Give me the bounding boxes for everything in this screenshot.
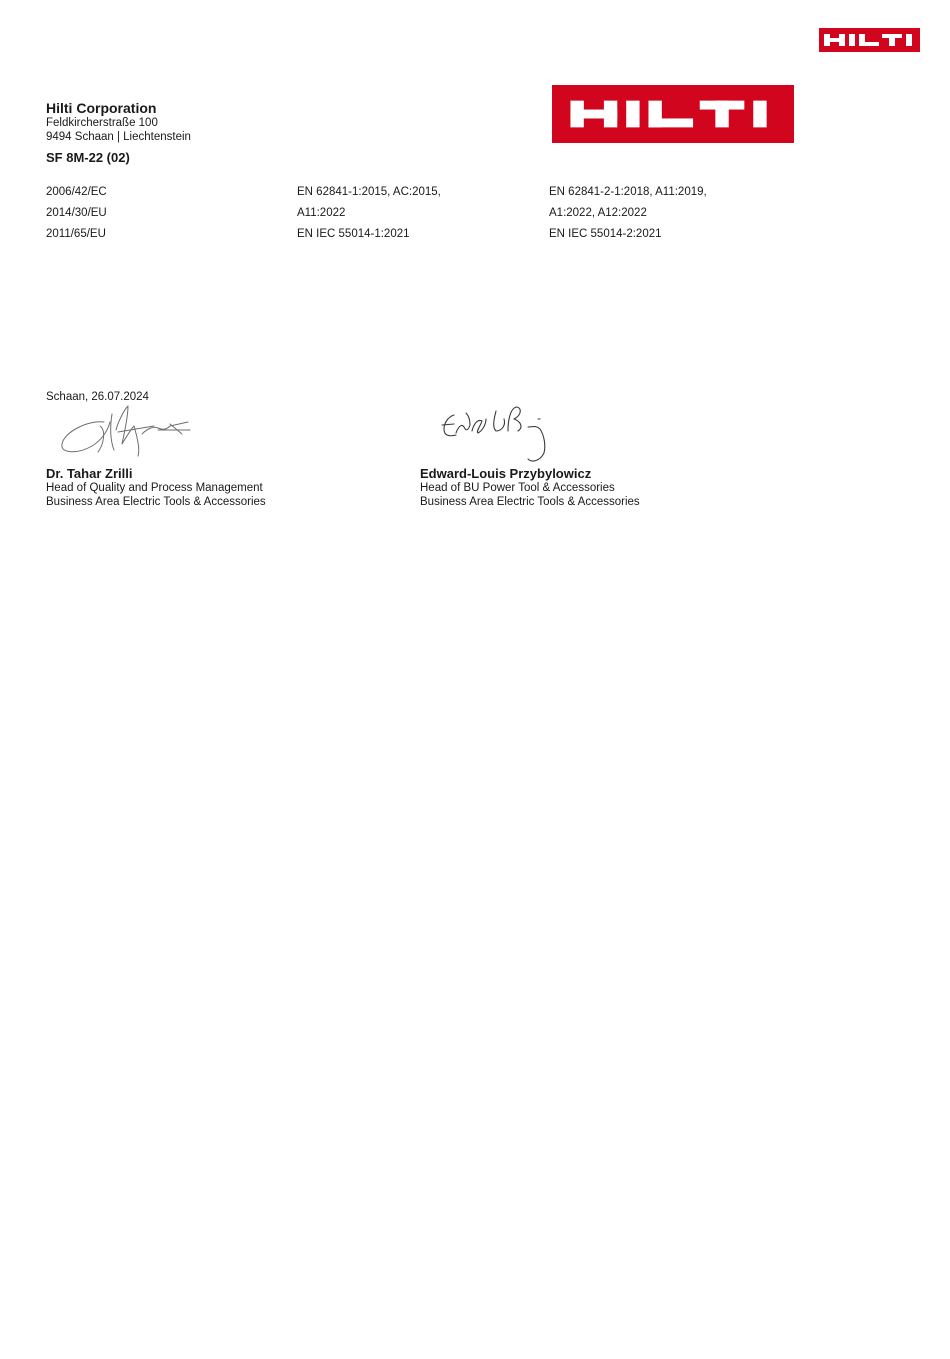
standard-item: EN IEC 55014-2:2021 [549,228,662,240]
company-city: 9494 Schaan | Liechtenstein [46,131,191,143]
standards-column-2 [549,182,707,245]
hilti-wordmark-icon [822,33,918,47]
signatory-2 [420,466,640,509]
signature-przybylowicz-icon [436,401,556,467]
signatory-1 [46,466,266,509]
place-and-date: Schaan, 26.07.2024 [46,391,149,403]
directive-item: 2011/65/EU [46,228,106,240]
standard-item: EN 62841-1:2015, AC:2015, [297,186,441,198]
company-name: Hilti Corporation [46,100,157,116]
hilti-wordmark-icon [566,98,780,130]
signatory-name: Edward-Louis Przybylowicz [420,466,592,481]
company-address [46,100,191,144]
standard-item: EN 62841-2-1:2018, A11:2019, [549,186,707,198]
directive-item: 2006/42/EC [46,186,107,198]
signatory-area: Business Area Electric Tools & Accessories [46,496,266,508]
standard-item: EN IEC 55014-1:2021 [297,228,410,240]
standard-item: A1:2022, A12:2022 [549,207,647,219]
standards-column-1 [297,182,441,245]
product-designation: SF 8M-22 (02) [46,150,130,165]
signatory-name: Dr. Tahar Zrilli [46,466,133,481]
signatory-role: Head of BU Power Tool & Accessories [420,482,615,494]
signatory-area: Business Area Electric Tools & Accessories [420,496,640,508]
standard-item: A11:2022 [297,207,346,219]
hilti-logo-small [819,28,920,52]
directive-item: 2014/30/EU [46,207,107,219]
directives-column [46,182,107,245]
company-street: Feldkircherstraße 100 [46,117,158,129]
signatory-role: Head of Quality and Process Management [46,482,263,494]
hilti-logo-large [552,85,794,143]
signature-zrilli-icon [58,400,194,464]
